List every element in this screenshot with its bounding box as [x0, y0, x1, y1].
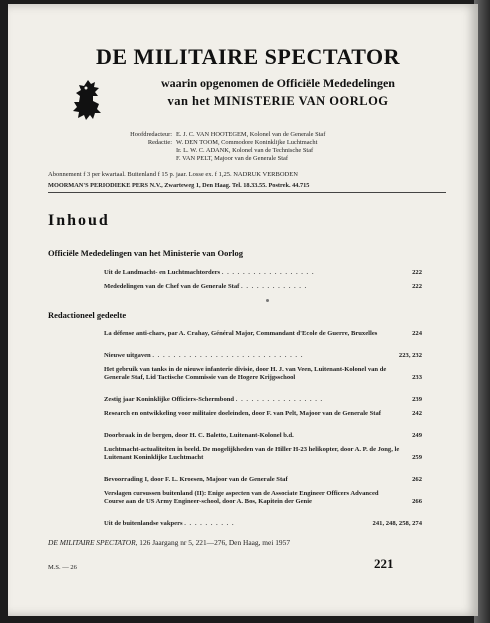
- toc-entry: [104, 446, 422, 462]
- toc-entry-text: Uit de Landmacht- en Luchtmachtorders: [104, 269, 221, 276]
- credit-label: Redactie:: [147, 139, 172, 146]
- journal-title: DE MILITAIRE SPECTATOR: [96, 44, 400, 69]
- credit-row: [80, 139, 440, 147]
- toc-entry: [104, 490, 422, 506]
- journal-footer: [48, 538, 290, 547]
- publisher-info: MOORMAN'S PERIODIEKE PERS N.V., Zwarteweg 1, Den Haag. Tel. 18.33.55. Postrek. 44.715: [48, 182, 310, 189]
- lion-emblem-icon: [66, 76, 110, 128]
- toc-entry-text: Mededelingen van de Chef van de Generale Staf: [104, 283, 240, 290]
- credit-row: [80, 155, 440, 163]
- toc-entry: Mededelingen van de Chef van de Generale Staf . . . . . . . . . . . . . 222: [104, 283, 422, 290]
- toc-entry-page: 233: [412, 374, 422, 381]
- credit-label: [80, 147, 176, 155]
- credit-value: F. VAN PELT, Majoor van de Generale Staf: [176, 155, 288, 162]
- toc-entry: Nieuwe uitgaven . . . . . . . . . . . . . . . . . . . . . . . . . . . . . 223, 232: [104, 352, 422, 359]
- toc-entry-text: Het gebruik van tanks in de nieuwe infanterie divisie, door H. J. van Veen, Luitenant-Kolonel van de Generale Staf, Lid Tactische Commissie van de Hogere Krijgsschool: [104, 366, 387, 381]
- toc-entry-page: 242: [412, 410, 422, 417]
- toc-entry: [104, 330, 422, 338]
- credit-label: Hoofdredacteur:: [130, 131, 172, 138]
- toc-entry-text: Bevoorrading I, door F. L. Kroesen, Majoor van de Generale Staf: [104, 476, 288, 483]
- toc-heading: Inhoud: [48, 212, 110, 229]
- subtitle-line-1: waarin opgenomen de Officiële Mededelingen: [161, 76, 395, 90]
- credit-value: W. DEN TOOM, Commodore Koninklijke Luchtmacht: [176, 139, 318, 146]
- footer-details: 126 Jaargang nr 5, 221—276, Den Haag, mei 1957: [137, 538, 291, 547]
- divider: [48, 192, 446, 193]
- toc-entry-page: 262: [412, 476, 422, 483]
- toc-entry-text: Luchtmacht-actualiteiten in beeld. De mogelijkheden van de Hiller H-23 helikopter, door A. P. de Jong, le Luitenant Koninklijke Luchtmacht: [104, 446, 400, 461]
- toc-entry-text: La défense anti-chars, par A. Crahay, Général Major, Commandant d'Ecole de Guerre, Bruxelles: [104, 330, 378, 337]
- credit-row: [80, 131, 440, 139]
- toc-entry-page: 239: [412, 396, 422, 403]
- toc-entry: [104, 410, 422, 418]
- toc-entry-page: 224: [412, 330, 422, 337]
- toc-entry-page: 241, 248, 258, 274: [372, 520, 422, 527]
- toc-entry-page: 249: [412, 432, 422, 439]
- subtitle-line-2: van het MINISTERIE VAN OORLOG: [167, 94, 389, 108]
- toc-entry-page: 222: [412, 269, 422, 276]
- toc-entry: Uit de Landmacht- en Luchtmachtorders . . . . . . . . . . . . . . . . . . 222: [104, 269, 422, 276]
- page-number: 221: [374, 556, 394, 571]
- toc-entry: [104, 476, 422, 484]
- toc-entry: Uit de buitenlandse vakpers . . . . . . . . . . 241, 248, 258, 274: [104, 520, 422, 527]
- toc-entry-text: Uit de buitenlandse vakpers: [104, 520, 183, 527]
- toc-entry-text: Doorbraak in de bergen, door H. C. Baletto, Luitenant-Kolonel b.d.: [104, 432, 294, 439]
- toc-section-title: Redactioneel gedeelte: [48, 310, 127, 320]
- toc-entry: Zestig jaar Koninklijke Officiers-Schermbond . . . . . . . . . . . . . . . . . 239: [104, 396, 422, 403]
- footer-journal-name: DE MILITAIRE SPECTATOR,: [48, 538, 138, 547]
- toc-entry: [104, 366, 422, 382]
- toc-entry-text: Research en ontwikkeling voor militaire doeleinden, door F. van Pelt, Majoor van de Generale Staf: [104, 410, 381, 417]
- toc-entry-page: 259: [412, 454, 422, 461]
- credit-label: [80, 155, 176, 163]
- toc-section-title: Officiële Mededelingen van het Ministerie van Oorlog: [48, 248, 243, 258]
- toc-entry-text: Zestig jaar Koninklijke Officiers-Schermbond: [104, 396, 235, 403]
- toc-entry-page: 223, 232: [398, 352, 422, 359]
- ink-speck: [266, 299, 269, 302]
- toc-entry: [104, 432, 422, 440]
- editorial-credits: [80, 131, 440, 163]
- toc-entry-page: 266: [412, 498, 422, 505]
- toc-entry-page: 222: [412, 283, 422, 290]
- toc-entry-text: Verslagen cursussen buitenland (II): Enige aspecten van de Associate Engineer Officers Advanced Course aan de US Army Engineer-school, door A. Bos, Kapitein der Genie: [104, 490, 379, 505]
- subscription-info: Abonnement f 3 per kwartaal. Buitenland f 15 p. jaar. Losse ex. f 1,25. NADRUK VERBODEN: [48, 171, 298, 178]
- credit-value: E. J. C. VAN HOOTEGEM, Kolonel van de Generale Staf: [176, 131, 326, 138]
- credit-row: [80, 147, 440, 155]
- document-page: [8, 4, 478, 616]
- ms-number: M.S. — 26: [48, 564, 77, 571]
- credit-value: Ir. L. W. C. ADANK, Kolonel van de Technische Staf: [176, 147, 314, 154]
- toc-entry-text: Nieuwe uitgaven: [104, 352, 151, 359]
